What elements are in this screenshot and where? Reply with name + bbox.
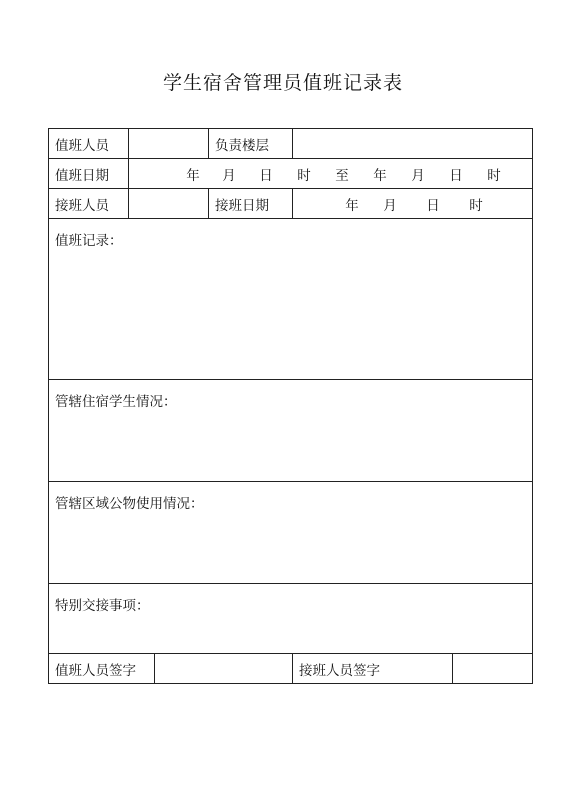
duty-year-end: 年 [373,167,387,184]
special-handover-label: 特别交接事项： [55,598,150,614]
handover-date-label: 接班日期 [209,189,293,219]
row-public-property [49,482,533,584]
handover-year: 年 [345,197,359,214]
row-duty-record [49,219,533,380]
row-duty-date [49,159,533,189]
duty-date-units [135,164,526,184]
handover-hour: 时 [469,197,483,214]
duty-person-field[interactable] [129,129,209,159]
row-special-handover [49,584,533,654]
public-property-label: 管辖区域公物使用情况： [55,496,204,512]
handover-date-field[interactable] [293,189,533,219]
row-signatures [49,654,533,684]
public-property-area[interactable] [49,482,533,584]
handover-signature-label: 接班人员签字 [293,654,453,684]
duty-date-label: 值班日期 [49,159,129,189]
duty-to-word: 至 [335,167,349,184]
row-students-status [49,380,533,482]
duty-person-label: 值班人员 [49,129,129,159]
duty-day-end: 日 [449,167,463,184]
special-handover-area[interactable] [49,584,533,654]
duty-month-end: 月 [411,167,425,184]
students-status-label: 管辖住宿学生情况： [55,394,177,410]
row-handover-person [49,189,533,219]
duty-record-area[interactable] [49,219,533,380]
duty-record-label: 值班记录： [55,233,123,249]
duty-hour-end: 时 [487,167,501,184]
row-duty-person [49,129,533,159]
duty-signature-field[interactable] [155,654,293,684]
handover-date-units [299,194,526,214]
duty-record-form [48,128,533,684]
page-title: 学生宿舍管理员值班记录表 [162,72,403,94]
handover-signature-field[interactable] [453,654,533,684]
duty-year-start: 年 [186,167,200,184]
handover-day: 日 [426,197,440,214]
duty-hour-start: 时 [297,167,311,184]
duty-day-start: 日 [259,167,273,184]
handover-month: 月 [383,197,397,214]
students-status-area[interactable] [49,380,533,482]
duty-date-field[interactable] [129,159,533,189]
handover-person-label: 接班人员 [49,189,129,219]
duty-month-start: 月 [222,167,236,184]
floor-label: 负责楼层 [209,129,293,159]
duty-signature-label: 值班人员签字 [49,654,155,684]
floor-field[interactable] [293,129,533,159]
handover-person-field[interactable] [129,189,209,219]
